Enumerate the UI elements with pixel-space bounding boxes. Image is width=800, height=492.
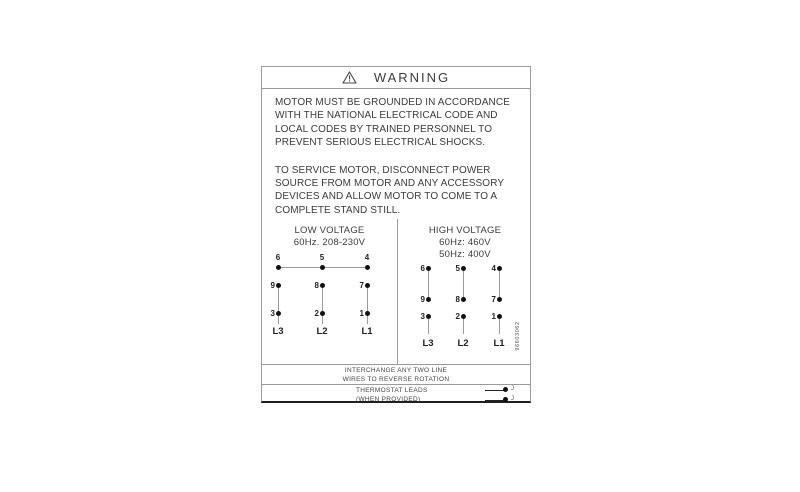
terminal-number: 5: [319, 253, 325, 262]
terminal-number: 2: [455, 311, 460, 321]
terminal-dot: [461, 314, 466, 319]
low-voltage-diagram: [262, 219, 397, 364]
terminal-dot: [426, 297, 431, 302]
terminal-dot: [461, 297, 466, 302]
service-paragraph: [275, 164, 520, 218]
terminal-dot: [276, 311, 281, 316]
connector-line: [463, 268, 464, 299]
motor-warning-label: [261, 66, 531, 403]
connector-line: [278, 285, 279, 324]
connector-line: [428, 268, 429, 299]
warning-body: [262, 89, 530, 219]
rotation-note-row: [262, 364, 530, 384]
lead-label: L1: [361, 325, 373, 337]
connector-line: [463, 316, 464, 334]
thermostat-note: [356, 387, 428, 404]
connector-line: [499, 268, 500, 299]
terminal-number: 6: [275, 253, 281, 262]
thermostat-lead-dot: [503, 397, 508, 402]
terminal-dot: [365, 283, 370, 288]
thermostat-row: [262, 384, 530, 404]
connector-line: [499, 316, 500, 334]
high-voltage-subtitle1: 60Hz: 460V: [439, 237, 491, 248]
terminal-dot: [497, 314, 502, 319]
terminal-dot: [320, 311, 325, 316]
body-line: COMPLETE STAND STILL.: [275, 204, 401, 216]
terminal-number: 4: [491, 263, 496, 273]
high-voltage-title: HIGH VOLTAGE: [428, 225, 502, 236]
connector-line: [428, 316, 429, 334]
thermostat-note-line: (WHEN PROVIDED): [356, 395, 421, 403]
terminal-dot: [426, 314, 431, 319]
body-line: MOTOR MUST BE GROUNDED IN ACCORDANCE: [275, 97, 510, 108]
terminal-number: 1: [359, 308, 364, 318]
terminal-dot: [497, 266, 502, 271]
low-voltage-subtitle: 60Hz. 208-230V: [293, 237, 366, 248]
lead-label: L3: [272, 325, 284, 337]
high-voltage-subtitle2: 50Hz: 400V: [439, 249, 491, 260]
terminal-number: 7: [491, 294, 496, 304]
connector-line: [367, 285, 368, 324]
terminal-number: 9: [420, 294, 425, 304]
terminal-number: 1: [491, 311, 496, 321]
thermostat-lead-mark: J: [511, 385, 514, 392]
terminal-number: 3: [420, 311, 425, 321]
terminal-number: 7: [359, 280, 364, 290]
body-line: DEVICES AND ALLOW MOTOR TO COME TO A: [275, 191, 498, 203]
grounding-paragraph: [275, 96, 520, 150]
terminal-dot: [426, 266, 431, 271]
terminal-dot: [320, 265, 325, 270]
thermostat-lead-dot: [503, 387, 508, 392]
terminal-dot: [461, 266, 466, 271]
rotation-note-line: WIRES TO REVERSE ROTATION: [342, 375, 450, 383]
thermostat-note-line: THERMOSTAT LEADS: [356, 387, 428, 394]
terminal-dot: [276, 283, 281, 288]
voltage-section: [262, 219, 530, 364]
terminal-dot: [365, 265, 370, 270]
terminal-number: 4: [364, 253, 370, 262]
lead-label: L2: [457, 338, 469, 349]
terminal-dot: [365, 311, 370, 316]
body-line: TO SERVICE MOTOR, DISCONNECT POWER: [275, 164, 491, 176]
warning-title: WARNING: [373, 70, 451, 85]
terminal-dot: [497, 297, 502, 302]
rotation-note-line: INTERCHANGE ANY TWO LINE: [344, 367, 448, 374]
terminal-number: 8: [314, 280, 319, 290]
terminal-number: 8: [455, 294, 460, 304]
warning-header: [262, 67, 530, 89]
low-voltage-title: LOW VOLTAGE: [294, 225, 365, 236]
terminal-number: 5: [455, 263, 460, 273]
terminal-number: 6: [420, 263, 425, 273]
lead-label: L1: [493, 338, 505, 349]
terminal-number: 2: [314, 308, 319, 318]
body-line: LOCAL CODES BY TRAINED PERSONNEL TO: [275, 123, 493, 135]
terminal-dot: [320, 283, 325, 288]
body-line: SOURCE FROM MOTOR AND ANY ACCESSORY: [275, 178, 505, 190]
terminal-number: 3: [270, 308, 275, 318]
terminal-number: 9: [270, 280, 275, 290]
terminal-dot: [276, 265, 281, 270]
warning-triangle-icon: [342, 71, 357, 84]
connector-line: [322, 285, 323, 324]
lead-label: L3: [422, 338, 434, 349]
lead-label: L2: [316, 325, 328, 337]
part-number: 96603062: [515, 321, 521, 351]
body-line: WITH THE NATIONAL ELECTRICAL CODE AND: [275, 110, 498, 122]
high-voltage-diagram: [397, 219, 532, 364]
thermostat-lead-mark: J: [511, 395, 514, 402]
body-line: PREVENT SERIOUS ELECTRICAL SHOCKS.: [275, 137, 486, 149]
